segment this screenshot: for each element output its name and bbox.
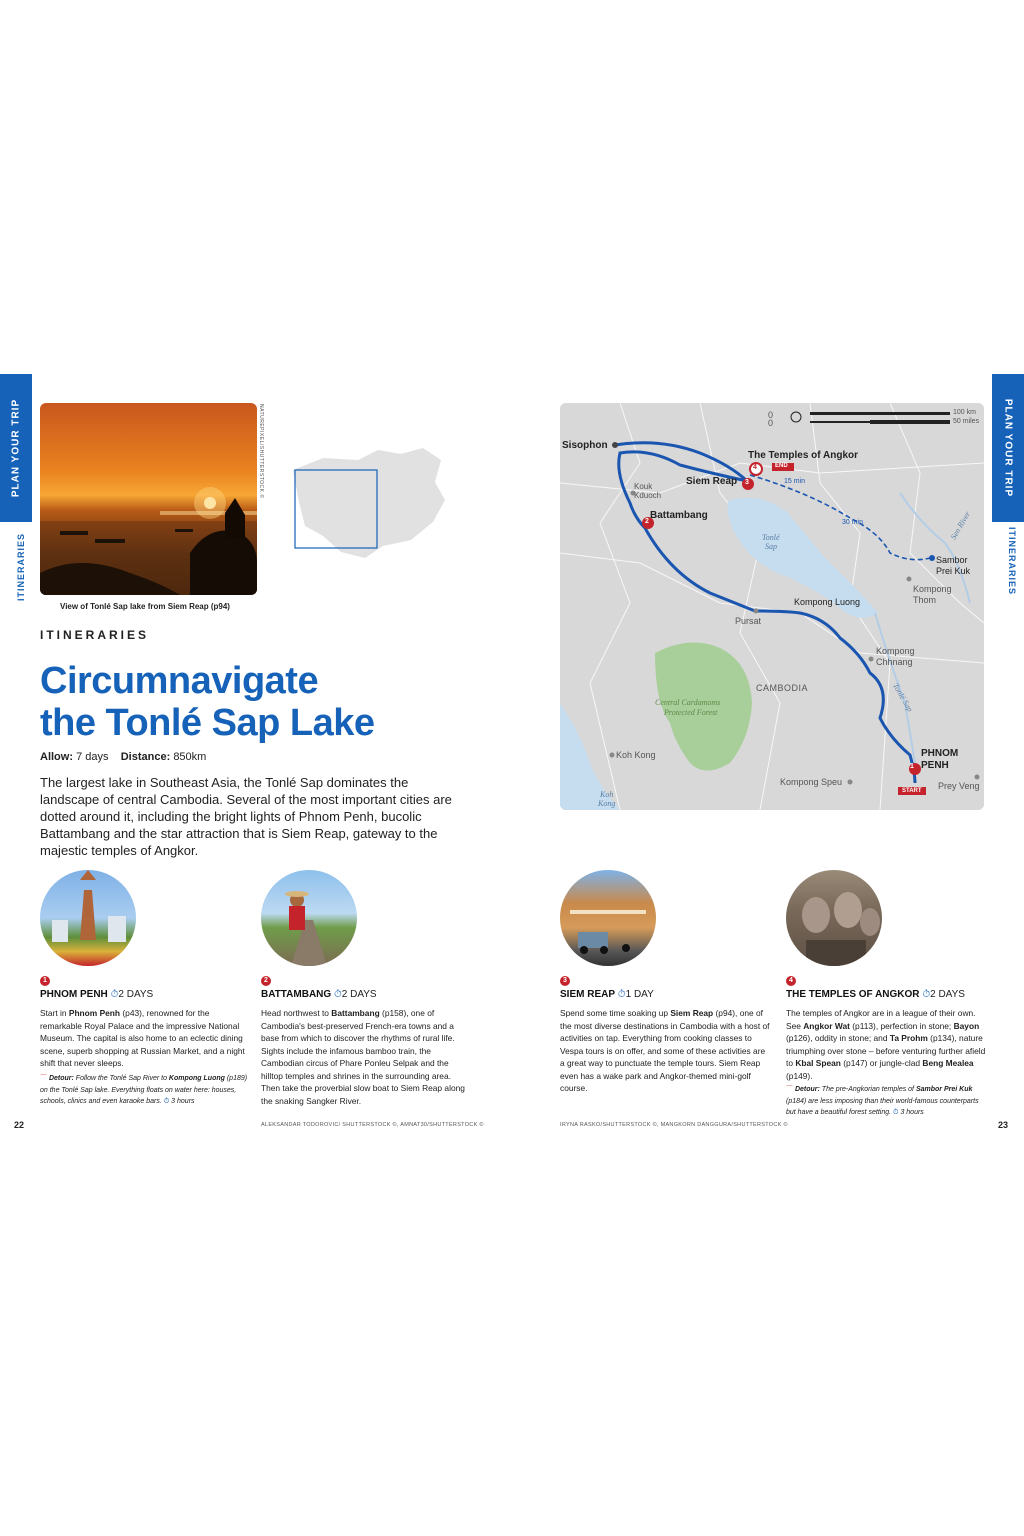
map-label-koh-kong-bay-1: Koh (600, 790, 614, 799)
stop-2-text-b: (p158), one of Cambodia's best-preserved French-era towns and a base from which to discover the rhythms of rural life. Sights include the infamous bamboo train, the Cambodian circus of Phare Ponleu Selpak and the hilltop temples and shrines in the surrounding area. Then take the proverbial slow boat to Siem Reap along the snaking Sangker River. (261, 1008, 465, 1106)
map-label-kduoch: Kduoch (634, 491, 662, 500)
stop-3-duration: 1 DAY (625, 989, 654, 1000)
map-label-sisophon: Sisophon (562, 440, 608, 451)
tonle-sap-sunset-photo (40, 403, 257, 595)
stop-4-bold-d: Kbal Spean (795, 1058, 841, 1068)
stop-1-number: 1 (40, 976, 50, 986)
stop-1-detour-time: 3 hours (171, 1098, 195, 1105)
stop-1-text-a: Start in (40, 1008, 69, 1018)
stop-1-bold-a: Phnom Penh (68, 1008, 121, 1018)
map-label-end: END (775, 463, 788, 469)
cambodia-locator-map (283, 440, 453, 560)
map-label-cardamoms-1: Central Cardamoms (655, 698, 721, 707)
stop-2-number: 2 (261, 976, 271, 986)
side-tab-left (0, 374, 32, 522)
stop-4-detour-bold: Sambor Prei Kuk (915, 1086, 973, 1093)
independence-monument-illustration (40, 870, 136, 966)
stop-3-number: 3 (560, 976, 570, 986)
allow-label: Allow: (40, 751, 73, 763)
stop-1-name: PHNOM PENH (40, 989, 108, 1000)
stop-2-bold-a: Battambang (331, 1008, 380, 1018)
map-label-battambang: Battambang (650, 510, 708, 521)
stop-4-bold-e: Beng Mealea (922, 1058, 974, 1068)
stop-4-bold-b: Bayon (953, 1020, 980, 1031)
stop-3-heading (560, 989, 654, 1000)
sunset-illustration (40, 403, 257, 595)
stop-4-detour (786, 1084, 986, 1119)
page-number-left: 22 (14, 1120, 25, 1130)
temples-of-angkor-photo (786, 870, 882, 966)
stop-2-text-a: Head northwest to (261, 1008, 332, 1018)
map-label-kompong-thom-1: Kompong (913, 584, 952, 594)
stop-4-number: 4 (786, 976, 796, 986)
bamboo-train-illustration (261, 870, 357, 966)
scale-km: 100 km (953, 409, 976, 416)
map-label-sap: Sap (765, 542, 777, 551)
stop-4-detour-text-a: The pre-Angkorian temples of (819, 1086, 916, 1093)
map-label-30min: 30 min (842, 519, 864, 526)
map-stop-1: 1 (910, 763, 914, 770)
map-label-prey-veng: Prey Veng (938, 781, 980, 791)
stop-3-body (560, 1007, 770, 1095)
detour-icon: ⌒ (40, 1075, 47, 1082)
map-label-cardamoms-2: Protected Forest (664, 708, 718, 717)
side-sub-right: ITINERARIES (1007, 526, 1018, 596)
stopwatch-icon: ⏱ (893, 1109, 899, 1116)
side-tab-left-label: PLAN YOUR TRIP (10, 398, 22, 498)
map-label-kompong-speu: Kompong Speu (780, 777, 843, 787)
map-label-cambodia: CAMBODIA (756, 683, 809, 693)
side-tab-right-label: PLAN YOUR TRIP (1002, 398, 1014, 498)
stopwatch-icon: ⏱ (163, 1098, 170, 1105)
stopwatch-icon: ⏱ (617, 989, 626, 1000)
stop-4-text-f: (p149). (786, 1070, 813, 1081)
stop-4-text-d: (p134), nature triumphing over stone – before venturing further afield to (786, 1033, 986, 1068)
stopwatch-icon: ⏱ (110, 989, 119, 1000)
map-label-temples: The Temples of Angkor (748, 450, 859, 461)
side-tab-right (992, 374, 1024, 522)
stop-4-detour-text-b: (p184) are less imposing than their world-famous counterparts but have a beautiful forest setting. (786, 1097, 979, 1116)
stop-4-bold-a: Angkor Wat (803, 1020, 850, 1031)
stop-2-name: BATTAMBANG (261, 989, 332, 1000)
side-sub-left: ITINERARIES (16, 532, 27, 602)
photo-credit: NATUREPIXEL/SHUTTERSTOCK © (258, 404, 264, 499)
stopwatch-icon: ⏱ (922, 989, 931, 1000)
scale-miles: 50 miles (953, 418, 980, 425)
distance-label: Distance: (120, 751, 171, 763)
distance-value: 850km (173, 751, 207, 763)
map-label-phnom: PHNOM (921, 748, 959, 759)
map-label-siem-reap: Siem Reap (686, 476, 738, 487)
stop-4-body (786, 1007, 986, 1082)
stop-2-duration: 2 DAYS (341, 989, 377, 1000)
route-map (560, 403, 984, 810)
stop-1-detour (40, 1073, 248, 1108)
allow-value: 7 days (76, 751, 109, 763)
battambang-photo (261, 870, 357, 966)
page-number-right: 23 (998, 1120, 1009, 1130)
map-label-15min: 15 min (784, 478, 806, 485)
scale-zero-km: 0 (768, 410, 774, 420)
map-label-start: START (902, 788, 922, 794)
siem-reap-photo (560, 870, 656, 966)
stop-1-body (40, 1007, 245, 1070)
map-label-penh: PENH (921, 760, 949, 771)
section-kicker: ITINERARIES (40, 628, 150, 642)
stop-2-heading (261, 989, 377, 1000)
map-label-kompong-chhnang-1: Kompong (876, 646, 915, 656)
stop-1-detour-bold: Kompong Luong (168, 1075, 225, 1082)
stop-4-detour-time: 3 hours (900, 1109, 924, 1116)
map-stop-4: 4 (753, 464, 757, 471)
map-label-kouk: Kouk (634, 482, 653, 491)
map-label-kompong-thom-2: Thom (913, 595, 937, 605)
map-label-sen-river: Sen River (948, 509, 973, 542)
stop-1-duration: 2 DAYS (118, 989, 154, 1000)
map-label-pursat: Pursat (735, 616, 762, 626)
stone-faces-illustration (786, 870, 882, 966)
title-line-1: Circumnavigate (40, 660, 319, 702)
stop-1-heading (40, 989, 153, 1000)
stop-1-detour-text-a: Follow the Tonlé Sap River to (73, 1075, 169, 1082)
photo-credit-left: ALEKSANDAR TODOROVIC/ SHUTTERSTOCK ©, AMNAT30/SHUTTERSTOCK © (261, 1122, 484, 1128)
map-label-koh-kong-bay-2: Kong (598, 799, 616, 808)
map-label-prei-kuk: Prei Kuk (936, 566, 971, 576)
map-label-kompong-chhnang-2: Chhnang (876, 657, 913, 667)
intro-paragraph: The largest lake in Southeast Asia, the Tonlé Sap dominates the landscape of central Cambodia. Several of the most important cities are dotted around it, including the bright lights of Phnom Penh, bucolic Battambang and the star attraction that is Siem Reap, gateway to the majestic temples of Angkor. (40, 775, 452, 858)
page-title (40, 660, 460, 744)
stop-4-detour-label: Detour: (794, 1086, 820, 1093)
stopwatch-icon: ⏱ (333, 989, 342, 1000)
stop-4-text-a: The temples of Angkor are in a league of their own. See (786, 1008, 976, 1031)
stop-4-text-b: (p113), perfection in stone; (849, 1020, 954, 1031)
stop-2-body (261, 1007, 466, 1107)
map-label-kompong-luong: Kompong Luong (794, 597, 861, 607)
stop-4-name: THE TEMPLES OF ANGKOR (786, 989, 920, 1000)
stop-4-heading (786, 989, 965, 1000)
phnom-penh-photo (40, 870, 136, 966)
scale-zero-miles: 0 (768, 418, 774, 428)
map-label-sambor: Sambor (936, 555, 968, 565)
map-label-tonle: Tonlé (762, 533, 780, 542)
stop-1-detour-text-b: (p189) on the Tonlé Sap lake. Everything floats on water here: houses, schools, clinics and even karaoke bars. (40, 1075, 248, 1105)
map-stop-3: 3 (745, 479, 749, 486)
stop-4-text-e: (p147) or jungle-clad (840, 1058, 923, 1068)
stop-1-text-b: (p43), renowned for the remarkable Royal Palace and the impressive National Museum. The capital is also home to an eclectic dining scene, superb shopping at Russian Market, and a night shift that never sleeps. (40, 1008, 245, 1068)
stop-3-text-a: Spend some time soaking up (560, 1008, 671, 1018)
photo-caption: View of Tonlé Sap lake from Siem Reap (p94) (60, 602, 230, 611)
stop-3-bold-a: Siem Reap (670, 1008, 714, 1018)
map-label-tonle-sap-river: Tonlé Sap (890, 681, 915, 714)
stop-1-detour-label: Detour: (48, 1075, 74, 1082)
title-line-2: the Tonlé Sap Lake (40, 702, 375, 744)
photo-credit-right: IRYNA RASKO/SHUTTERSTOCK ©, MANGKORN DANGGURA/SHUTTERSTOCK © (560, 1122, 788, 1128)
stop-3-name: SIEM REAP (560, 989, 616, 1000)
trip-meta (40, 751, 206, 763)
tuk-tuk-street-illustration (560, 870, 656, 966)
map-stop-2: 2 (645, 518, 649, 525)
map-label-koh-kong: Koh Kong (616, 750, 656, 760)
detour-icon: ⌒ (786, 1086, 793, 1093)
stop-4-duration: 2 DAYS (930, 989, 965, 1000)
stop-4-text-c: (p126), oddity in stone; and (786, 1033, 890, 1043)
stop-4-bold-c: Ta Prohm (889, 1033, 928, 1043)
stop-3-text-b: (p94), one of the most diverse destinations in Cambodia with a host of activities on tap. Everything from cooking classes to Vespa tours is on offer, and some of these activities are a great way to punctuate the temple tours. Siem Reap even has a wake park and Angkor-themed mini-golf course. (560, 1008, 770, 1093)
